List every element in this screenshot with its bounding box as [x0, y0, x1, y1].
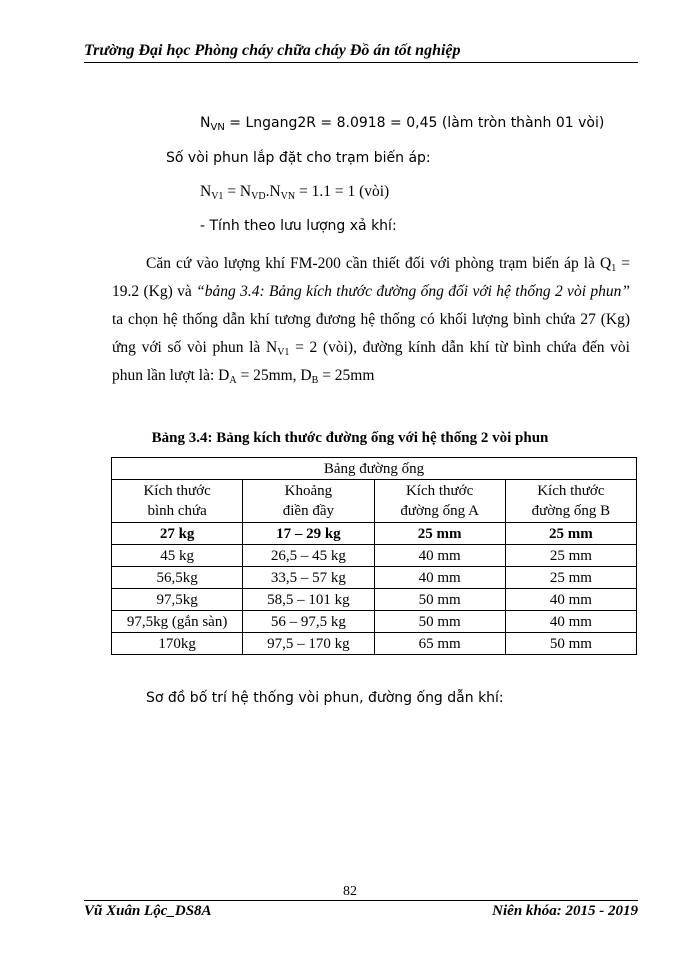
nozzle-count-intro: Số vòi phun lắp đặt cho trạm biến áp: [166, 150, 431, 166]
cell-pipe-a: 50 mm [374, 611, 505, 633]
paragraph-part-2: = 19.2 (Kg) và [112, 255, 630, 300]
cell-pipe-b: 25 mm [505, 567, 636, 589]
paragraph-sub-db: B [311, 375, 319, 386]
table-group-header-row [112, 458, 637, 480]
cell-pipe-b: 40 mm [505, 611, 636, 633]
formula-nvn-subscript: VN [210, 122, 225, 133]
formula-nv1 [200, 183, 389, 201]
page-number: 82 [343, 884, 357, 899]
paragraph-table-reference: “bảng 3.4: Bảng kích thước đường ống đối với hệ thống 2 vòi phun” [196, 283, 630, 300]
column-header-tank-line1: Kích thước [143, 483, 211, 499]
cell-fill-range: 17 – 29 kg [243, 523, 374, 545]
cell-tank: 97,5kg [112, 589, 243, 611]
cell-pipe-b: 50 mm [505, 633, 636, 655]
formula-nv1-a: N [200, 183, 212, 200]
cell-pipe-b: 25 mm [505, 545, 636, 567]
table-row [112, 545, 637, 567]
formula-nvn-symbol: N [200, 115, 211, 131]
cell-pipe-b: 25 mm [505, 523, 636, 545]
column-header-tank-line2: bình chứa [147, 503, 207, 519]
table-caption: Bảng 3.4: Bảng kích thước đường ống với hệ thống 2 vòi phun [151, 430, 549, 446]
formula-nv1-b-sub: VD [251, 191, 266, 202]
formula-nvn [200, 115, 604, 131]
cell-fill-range: 58,5 – 101 kg [243, 589, 374, 611]
table-column-header-row [112, 480, 637, 523]
paragraph-part-5: = 2 (vòi), đường kính dẫn khí từ bình chứa đến vòi phun lần lượt là: D [112, 339, 630, 384]
cell-tank: 45 kg [112, 545, 243, 567]
formula-nv1-d: = 1.1 = 1 (vòi) [295, 183, 390, 200]
paragraph-sub-da: A [229, 375, 237, 386]
cell-tank: 97,5kg (gắn sàn) [112, 611, 243, 633]
column-header-fill-range [243, 480, 374, 523]
selection-paragraph [112, 250, 630, 390]
cell-tank: 56,5kg [112, 567, 243, 589]
table-row [112, 611, 637, 633]
cell-pipe-a: 40 mm [374, 545, 505, 567]
column-header-pipe-a [374, 480, 505, 523]
cell-pipe-a: 25 mm [374, 523, 505, 545]
column-header-pipe-a-line1: Kích thước [405, 483, 474, 499]
column-header-pipe-b [505, 480, 636, 523]
cell-tank: 170kg [112, 633, 243, 655]
paragraph-part-7: = 25mm [318, 367, 375, 384]
cell-pipe-a: 40 mm [374, 567, 505, 589]
table-group-header: Bảng đường ống [112, 458, 637, 480]
cell-fill-range: 97,5 – 170 kg [243, 633, 374, 655]
formula-nv1-c-sub: VN [280, 191, 296, 202]
formula-nv1-a-sub: V1 [211, 191, 224, 202]
pipe-size-table [111, 457, 637, 655]
cell-tank: 27 kg [112, 523, 243, 545]
table-row [112, 589, 637, 611]
cell-pipe-a: 65 mm [374, 633, 505, 655]
formula-nv1-b: = N [223, 183, 252, 200]
paragraph-sub-nv1: V1 [277, 347, 290, 358]
column-header-pipe-b-line2: đường ống B [531, 503, 611, 519]
formula-nvn-body: = Lngang2R = 8.0918 = 0,45 (làm tròn thành 01 vòi) [224, 115, 605, 131]
cell-fill-range: 33,5 – 57 kg [243, 567, 374, 589]
paragraph-part-1: Căn cứ vào lượng khí FM-200 cần thiết đối với phòng trạm biến áp là Q [146, 255, 612, 272]
layout-diagram-intro: Sơ đồ bố trí hệ thống vòi phun, đường ống dẫn khí: [146, 690, 504, 706]
cell-pipe-a: 50 mm [374, 589, 505, 611]
paragraph-part-4: ta chọn hệ thống dẫn khí tương đương hệ thống có khối lượng bình chứa 27 (Kg) ứng với số vòi phun là N [112, 311, 630, 356]
flow-rate-heading: - Tính theo lưu lượng xả khí: [200, 218, 397, 234]
table-row [112, 633, 637, 655]
footer-author: Vũ Xuân Lộc_DS8A [84, 903, 212, 919]
table-row [112, 523, 637, 545]
table-row [112, 567, 637, 589]
cell-pipe-b: 40 mm [505, 589, 636, 611]
cell-fill-range: 26,5 – 45 kg [243, 545, 374, 567]
footer-divider [84, 900, 638, 901]
column-header-fill-line1: Khoảng [284, 483, 333, 499]
column-header-pipe-b-line1: Kích thước [537, 483, 605, 499]
column-header-pipe-a-line2: đường ống A [400, 503, 479, 519]
column-header-fill-line2: điền đầy [282, 503, 334, 519]
paragraph-part-6: = 25mm, D [236, 367, 312, 384]
paragraph-sub-q1: 1 [611, 263, 617, 274]
column-header-tank [112, 480, 243, 523]
cell-fill-range: 56 – 97,5 kg [243, 611, 374, 633]
header-divider [84, 62, 638, 63]
footer-academic-year: Niên khóa: 2015 - 2019 [492, 903, 638, 919]
formula-nv1-c: .N [265, 183, 281, 200]
header-title: Trường Đại học Phòng cháy chữa cháy Đồ án tốt nghiệp [84, 42, 461, 59]
